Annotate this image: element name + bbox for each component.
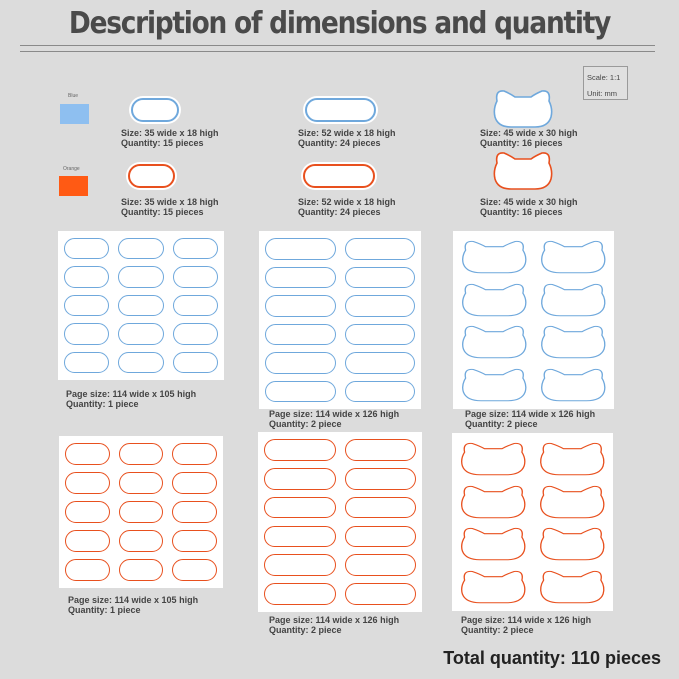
oval-sticker (345, 267, 416, 289)
cat-sticker (537, 568, 608, 605)
oval-sticker (265, 352, 336, 374)
sheet-qty: Quantity: 2 piece (465, 418, 538, 429)
sample-size-text: Size: 35 wide x 18 high (121, 197, 219, 207)
cat-sticker (538, 238, 609, 275)
cat-sticker (459, 238, 530, 275)
oval-sticker (264, 583, 336, 605)
title-divider-bottom (20, 51, 655, 52)
sheet-qty: Quantity: 2 piece (269, 418, 342, 429)
page-title: Description of dimensions and quantity (68, 6, 611, 41)
sample-qty-text: Quantity: 24 pieces (298, 206, 381, 217)
sample-size-text: Size: 45 wide x 30 high (480, 128, 578, 138)
orange-cat-info (480, 198, 578, 217)
orange-large-oval-sheet (258, 432, 422, 612)
oval-sticker (119, 559, 164, 581)
oval-sticker (265, 238, 336, 260)
cat-sticker (538, 281, 609, 318)
oval-sticker (118, 323, 163, 344)
sheet-page-size: Page size: 114 wide x 126 high (461, 615, 592, 625)
unit-label: Unit: mm (587, 89, 617, 98)
sample-qty-text: Quantity: 15 pieces (121, 137, 204, 148)
blue-large-oval-sample (305, 98, 376, 122)
oval-sticker (119, 530, 164, 552)
blue-small-oval-sheet (58, 231, 224, 380)
oval-sticker (173, 238, 218, 259)
oval-sticker (264, 468, 336, 490)
sheet-page-size: Page size: 114 wide x 105 high (66, 389, 197, 399)
sample-qty-text: Quantity: 24 pieces (298, 137, 381, 148)
blue-cat-info (480, 129, 578, 148)
oval-sticker (65, 501, 110, 523)
oval-sticker (173, 352, 218, 373)
oval-sticker (65, 472, 110, 494)
blue-cat-sample (491, 87, 555, 129)
blue-small-oval-sheet-info (66, 390, 196, 409)
sample-size-text: Size: 52 wide x 18 high (298, 197, 396, 207)
sample-size-text: Size: 45 wide x 30 high (480, 197, 578, 207)
oval-sticker (64, 266, 109, 287)
cat-sticker (537, 483, 608, 520)
blue-large-oval-sheet (259, 231, 421, 409)
cat-sticker (459, 366, 530, 403)
oval-sticker (172, 443, 217, 465)
oval-sticker (173, 266, 218, 287)
sheet-qty: Quantity: 2 piece (269, 624, 342, 635)
blue-large-oval-sheet-info (269, 410, 399, 429)
scale-label: Scale: 1:1 (587, 73, 621, 82)
orange-small-oval-sample (128, 164, 175, 188)
oval-sticker (173, 295, 218, 316)
oval-sticker (345, 295, 416, 317)
oval-sticker (65, 559, 110, 581)
sheet-page-size: Page size: 114 wide x 126 high (269, 615, 400, 625)
orange-large-oval-info (298, 198, 396, 217)
oval-sticker (118, 266, 163, 287)
sheet-qty: Quantity: 1 piece (66, 398, 139, 409)
oval-sticker (345, 526, 417, 548)
blue-cat-sheet (453, 231, 614, 409)
orange-large-oval-sheet-info (269, 616, 399, 635)
oval-sticker (119, 443, 164, 465)
oval-sticker (172, 530, 217, 552)
orange-color-swatch (59, 176, 88, 196)
oval-sticker (345, 324, 416, 346)
cat-sticker (538, 366, 609, 403)
orange-swatch-label: Orange (63, 166, 80, 172)
blue-color-swatch (60, 104, 89, 124)
sample-qty-text: Quantity: 16 pieces (480, 206, 563, 217)
oval-sticker (345, 583, 417, 605)
oval-sticker (119, 501, 164, 523)
oval-sticker (264, 497, 336, 519)
blue-cat-sheet-info (465, 410, 595, 429)
oval-sticker (65, 443, 110, 465)
oval-sticker (172, 501, 217, 523)
oval-sticker (265, 267, 336, 289)
oval-sticker (265, 324, 336, 346)
title-divider-top (20, 45, 655, 46)
oval-sticker (173, 323, 218, 344)
orange-cat-sheet (452, 433, 613, 611)
sheet-page-size: Page size: 114 wide x 126 high (269, 409, 400, 419)
oval-sticker (345, 352, 416, 374)
oval-sticker (345, 439, 417, 461)
blue-small-oval-sample (131, 98, 179, 122)
oval-sticker (64, 295, 109, 316)
cat-sticker (458, 440, 529, 477)
oval-sticker (64, 238, 109, 259)
oval-sticker (265, 381, 336, 403)
sheet-page-size: Page size: 114 wide x 126 high (465, 409, 596, 419)
total-quantity: Total quantity: 110 pieces (443, 648, 661, 668)
sample-size-text: Size: 35 wide x 18 high (121, 128, 219, 138)
orange-cat-sample (491, 149, 555, 191)
scale-info-box (583, 66, 628, 100)
oval-sticker (264, 554, 336, 576)
sample-qty-text: Quantity: 16 pieces (480, 137, 563, 148)
blue-swatch-label: Blue (68, 93, 79, 99)
oval-sticker (118, 295, 163, 316)
oval-sticker (118, 352, 163, 373)
oval-sticker (345, 554, 417, 576)
oval-sticker (119, 472, 164, 494)
orange-small-oval-sheet-info (68, 596, 198, 615)
oval-sticker (172, 559, 217, 581)
orange-cat-sheet-info (461, 616, 591, 635)
blue-small-oval-info (121, 129, 219, 148)
orange-small-oval-sheet (59, 436, 223, 588)
oval-sticker (172, 472, 217, 494)
cat-sticker (458, 568, 529, 605)
sheet-qty: Quantity: 1 piece (68, 604, 141, 615)
oval-sticker (265, 295, 336, 317)
cat-sticker (459, 281, 530, 318)
sample-size-text: Size: 52 wide x 18 high (298, 128, 396, 138)
oval-sticker (64, 352, 109, 373)
oval-sticker (118, 238, 163, 259)
oval-sticker (345, 238, 416, 260)
oval-sticker (64, 323, 109, 344)
oval-sticker (345, 468, 417, 490)
cat-sticker (458, 483, 529, 520)
sheet-page-size: Page size: 114 wide x 105 high (68, 595, 199, 605)
cat-sticker (537, 440, 608, 477)
sheet-qty: Quantity: 2 piece (461, 624, 534, 635)
oval-sticker (345, 381, 416, 403)
cat-sticker (538, 323, 609, 360)
cat-sticker (537, 525, 608, 562)
cat-sticker (459, 323, 530, 360)
oval-sticker (345, 497, 417, 519)
sample-qty-text: Quantity: 15 pieces (121, 206, 204, 217)
oval-sticker (264, 439, 336, 461)
oval-sticker (65, 530, 110, 552)
blue-large-oval-info (298, 129, 396, 148)
orange-small-oval-info (121, 198, 219, 217)
cat-sticker (458, 525, 529, 562)
oval-sticker (264, 526, 336, 548)
orange-large-oval-sample (303, 164, 375, 188)
